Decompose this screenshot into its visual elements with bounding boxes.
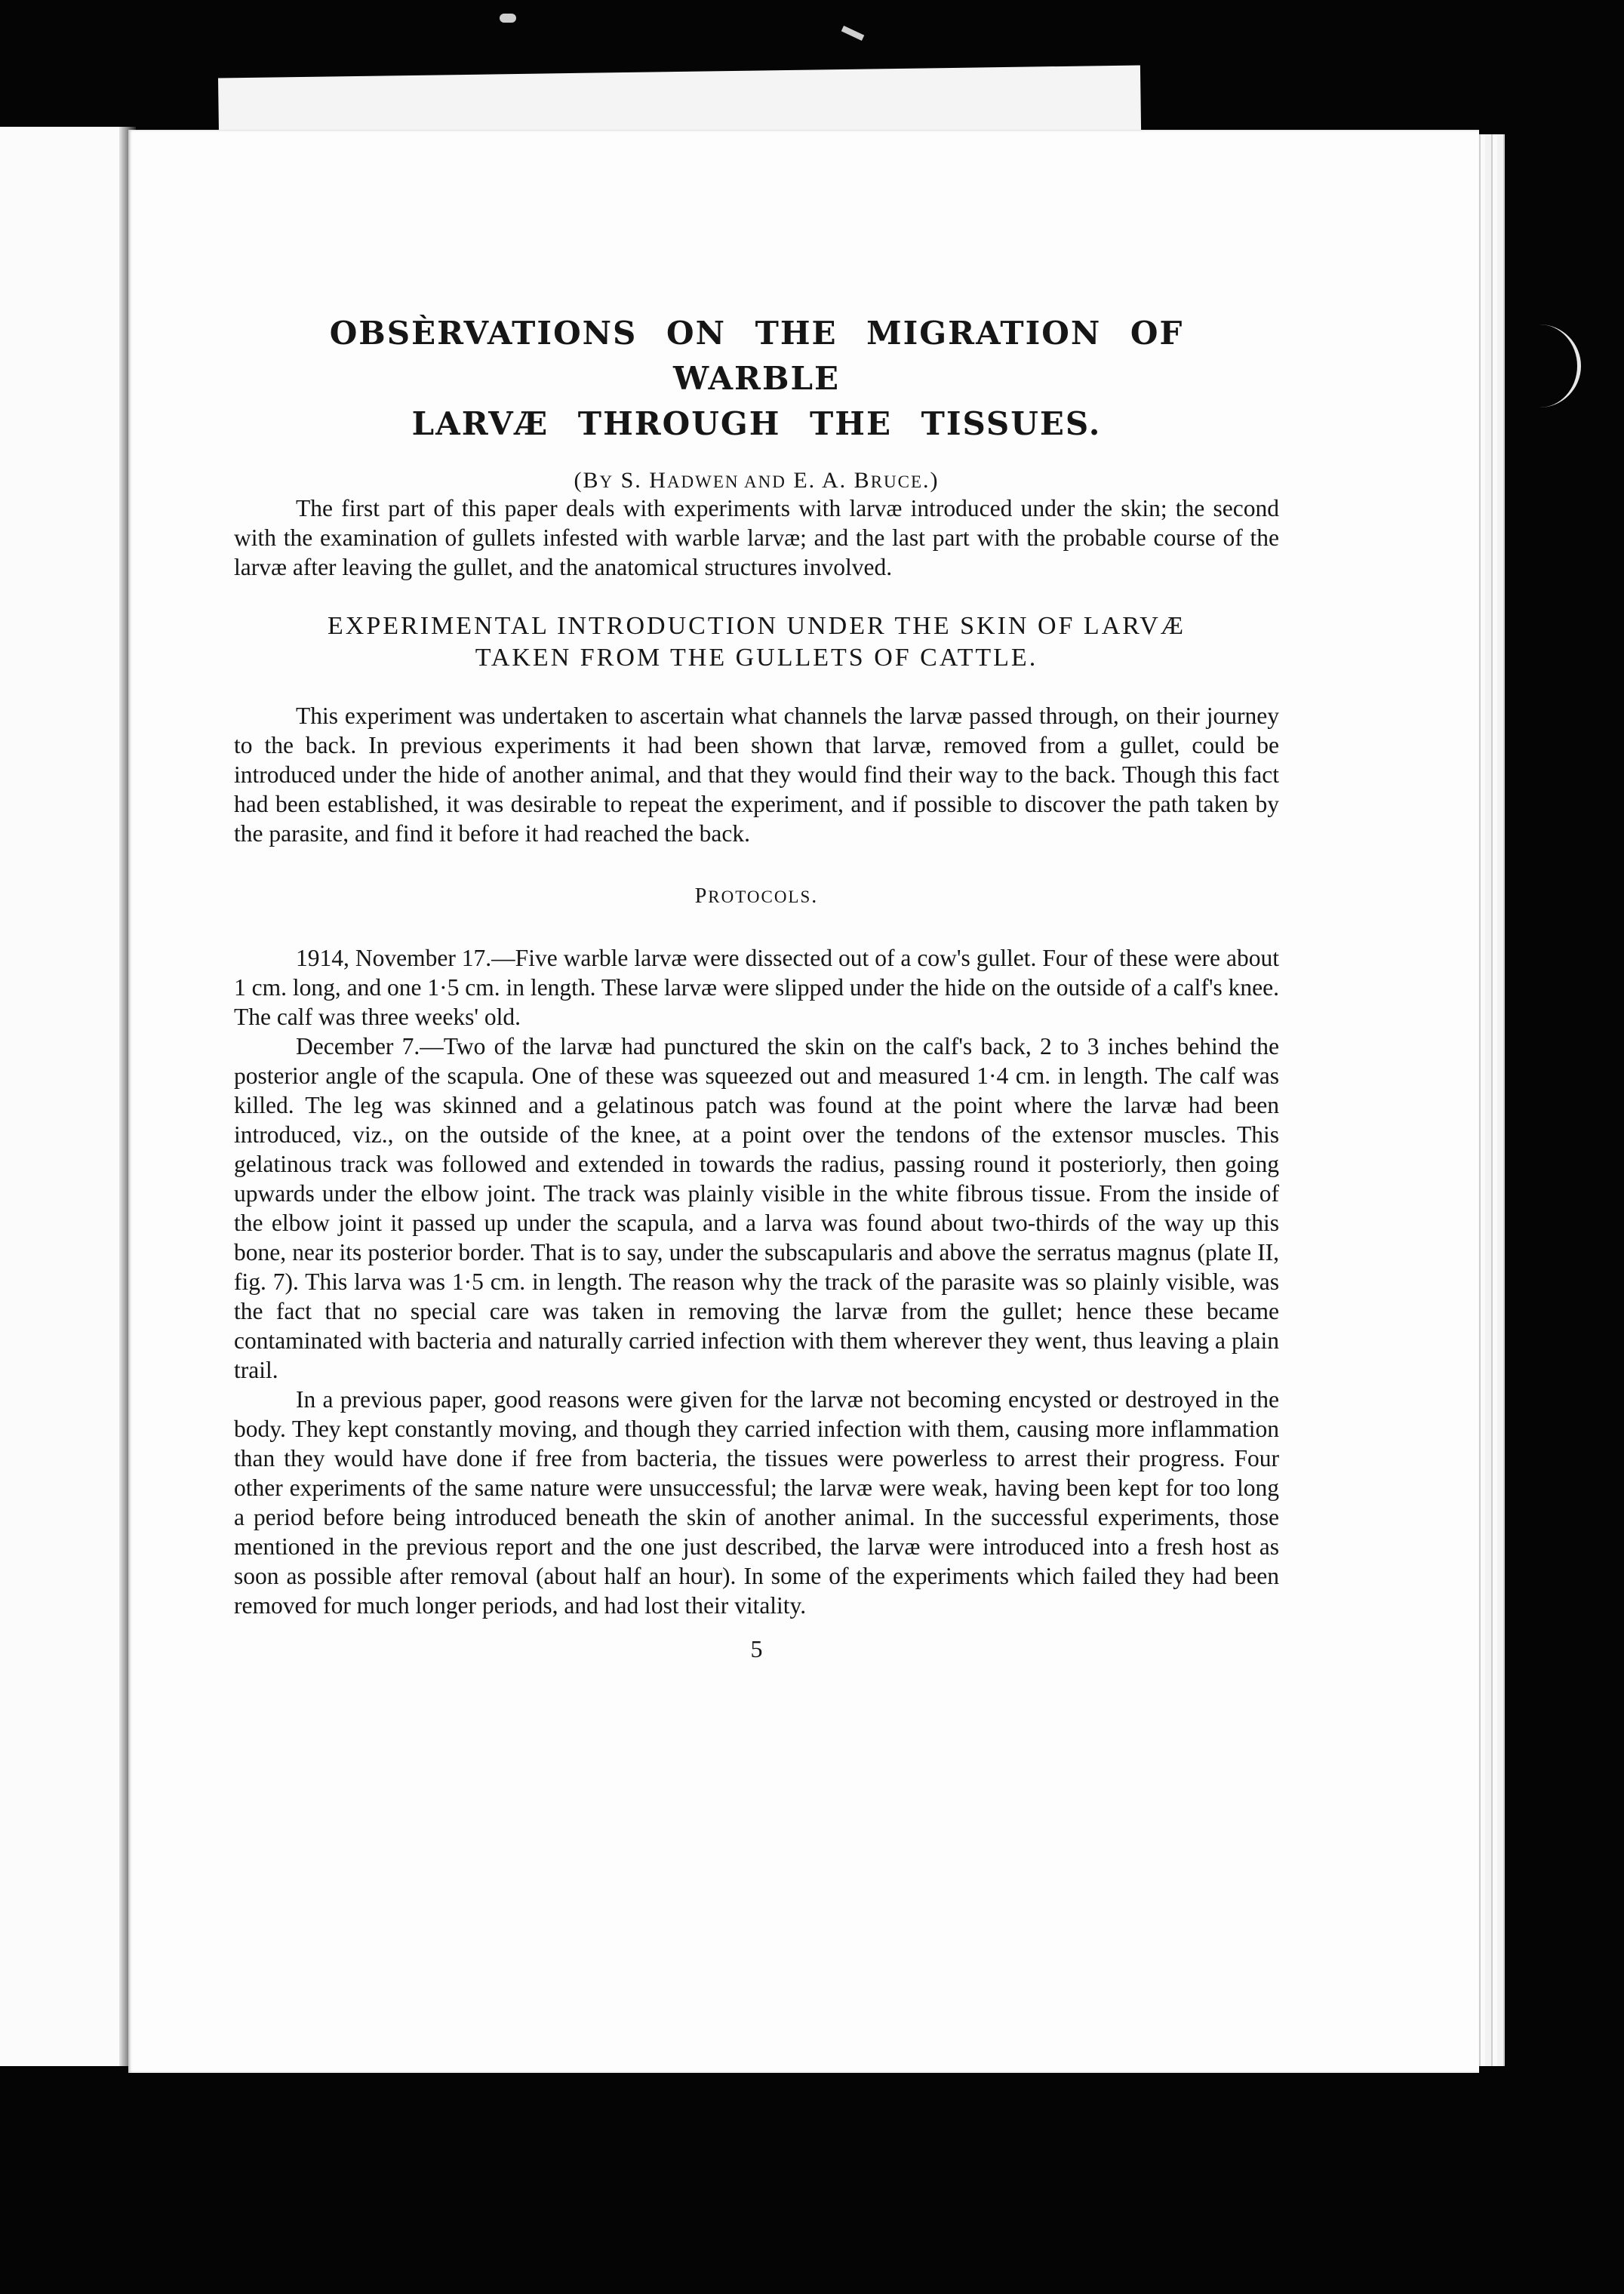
section-heading-line-2: TAKEN FROM THE GULLETS OF CATTLE. — [475, 644, 1038, 672]
debris-fragment — [500, 14, 516, 23]
document-page — [128, 130, 1479, 2073]
section-heading-line-1: EXPERIMENTAL INTRODUCTION UNDER THE SKIN OF LARVÆ — [328, 612, 1186, 640]
protocols-heading — [234, 884, 1279, 909]
intro-paragraph: The first part of this paper deals with experiments with larvæ introduced under the skin; the second with the examination of gullets infested with warble larvæ; and the last part with the probable course of the larvæ after leaving the gullet, and the anatomical structures involved. — [234, 495, 1279, 580]
article-title — [234, 311, 1279, 447]
byline-close: .) — [923, 468, 940, 493]
author-byline — [234, 468, 1279, 494]
page-content — [234, 311, 1279, 1663]
byline-open: (B — [574, 468, 600, 493]
byline-bruce-initial: E. A. B — [786, 468, 871, 493]
protocols-heading-rest: ROTOCOLS — [708, 887, 812, 906]
page-curl — [1524, 324, 1581, 407]
section-paragraph: This experiment was undertaken to ascertain what channels the larvæ passed through, on their journey to the back. In previous experiments it had been shown that larvæ, removed from a gullet, could be introduced under the hide of another animal, and that they would find their way to the back. Though this fact had been established, it was desirable to repeat the experiment, and if possible to discover the path taken by the parasite, and find it before it had reached the back. — [234, 703, 1279, 847]
protocol-paragraph: 1914, November 17.—Five warble larvæ were dissected out of a cow's gullet. Four of these were about 1 cm. long, and one 1·5 cm. in length. These larvæ were slipped under the hide on the outside of a calf's knee. The calf was three weeks' old. — [234, 945, 1279, 1030]
protocol-paragraph: In a previous paper, good reasons were given for the larvæ not becoming encysted or destroyed in the body. They kept constantly moving, and though they carried infection with them, causing more inflammation than they would have done if free from bacteria, the tissues were powerless to arrest their progress. Four other experiments of the same nature were unsuccessful; the larvæ were weak, having been kept for too long a period before being introduced beneath the skin of another animal. In the successful experiments, those mentioned in the previous report and the one just described, the larvæ were introduced into a fresh host as soon as possible after removal (about half an hour). In some of the experiments which failed they had been removed for much longer periods, and had lost their vitality. — [234, 1386, 1279, 1619]
debris-fragment — [841, 26, 865, 41]
protocol-paragraph: December 7.—Two of the larvæ had punctured the skin on the calf's back, 2 to 3 inches behind the posterior angle of the scapula. One of these was squeezed out and measured 1·4 cm. in length. The calf was killed. The leg was skinned and a gelatinous patch was found at the point where the larvæ had been introduced, viz., on the outside of the knee, at a point over the tendons of the extensor muscles. This gelatinous track was followed and extended in towards the radius, passing round it posteriorly, then going upwards under the elbow joint. The track was plainly visible in the white fibrous tissue. From the inside of the elbow joint it passed up under the scapula, and a larva was found about two-thirds of the way up this bone, near its posterior border. That is to say, under the subscapularis and above the serratus magnus (plate II, fig. 7). This larva was 1·5 cm. in length. The reason why the track of the parasite was so plainly visible, was the fact that no special care was taken in removing the larvæ from the gullet; hence these became contaminated with bacteria and naturally carried infection with them wherever they went, thus leaving a plain trail. — [234, 1033, 1279, 1383]
title-line-1: OBSÈRVATIONS ON THE MIGRATION OF WARBLE — [329, 315, 1184, 397]
byline-bruce: RUCE — [870, 472, 924, 491]
byline-by: Y — [599, 472, 614, 491]
page-number: 5 — [750, 1635, 763, 1662]
facing-page-edge — [0, 127, 130, 2066]
title-line-2: LARVÆ THROUGH THE TISSUES. — [411, 405, 1102, 442]
byline-hadwen: ADWEN AND — [666, 472, 786, 491]
protocols-heading-initial: P — [694, 884, 709, 908]
protocols-heading-period: . — [811, 884, 819, 908]
section-heading — [234, 610, 1279, 674]
byline-hadwen-initial: S. H — [614, 468, 667, 493]
